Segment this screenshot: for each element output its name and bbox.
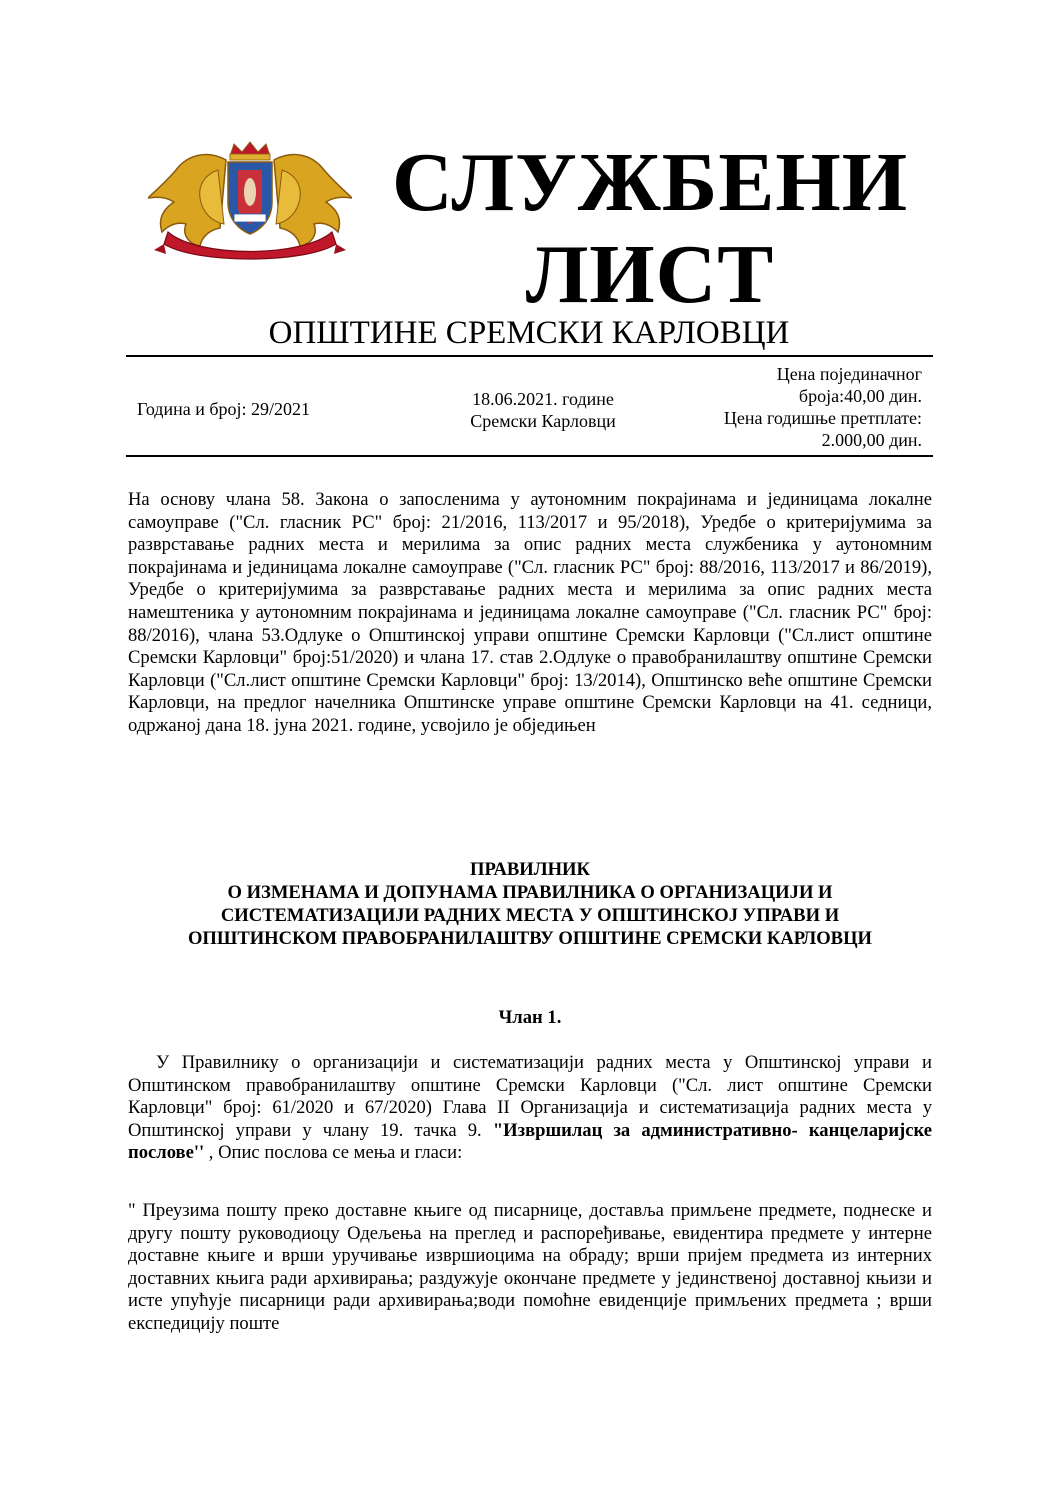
price-single-line2: броја:40,00 дин. [798, 386, 922, 406]
article-1-quote: " Преузима пошту преко доставне књиге од писарнице, доставља примљене предмете, поднеске и другу пошту руководиоцу Одељења на преглед и распоређивање, евидентира предмете у интерне доставне књиге и врши уручивање извршиоцима на обраду; врши пријем предмета из интерних доставних књига ради архивирања; раздужује окончане предмете у јединственој доставној књизи и исте упућује писарници ради архивирања;води помоћне евиденције примљених предмета ; врши експедицију поште [128, 1200, 932, 1334]
intro-paragraph: На основу члана 58. Закона о запосленима у аутономним покрајинама и јединицама локалне самоуправе ("Сл. гласник РС" број: 21/2016, 113/2017 и 95/2018), Уредбе о критеријумима за разврставање радних места и мерилима за опис радних места службеника у аутономним покрајинама и јединицама локалне самоуправе ("Сл. гласник РС" број: 88/2016, 113/2017 и 86/2019), Уредбе о критеријумима за разврставање радних места и мерилима за опис радних места намештеника у аутономним покрајинама и јединицама локалне самоуправе ("Сл. гласник РС" број: 88/2016), члана 53.Одлуке о Општинској управи општине Сремски Карловци ("Сл.лист општине Сремски Карловци" број:51/2020) и члана 17. став 2.Одлуке о правобранилаштву општине Сремски Карловци ("Сл.лист општине Сремски Карловци" број: 13/2014), Општинско веће општине Сремски Карловци, на предлог начелника Општинске управе општине Сремски Карловци на 41. седници, одржаној дана 18. јуна 2021. године, усвојило је обједињен [128, 489, 932, 736]
issue-prices [676, 363, 922, 451]
masthead-title-line2: ЛИСТ [525, 228, 775, 321]
article-1-body-bold: "Извршилац за административно- канцеларијске послове'' [128, 1119, 932, 1164]
rulebook-title-line4: ОПШТИНСКОМ ПРАВОБРАНИЛАШТВУ ОПШТИНЕ СРЕМСКИ КАРЛОВЦИ [187, 928, 873, 949]
rulebook-title [128, 858, 932, 950]
masthead-title-line1: СЛУЖБЕНИ [391, 136, 909, 229]
issue-date-place [440, 388, 646, 432]
header-rule-bottom [126, 455, 933, 457]
rulebook-title-line3: СИСТЕМАТИЗАЦИЈИ РАДНИХ МЕСТА У ОПШТИНСКОЈ УПРАВИ И [220, 905, 840, 926]
price-single-line1: Цена појединачног [776, 364, 922, 384]
issue-place: Сремски Карловци [470, 411, 616, 431]
masthead-subtitle: ОПШТИНЕ СРЕМСКИ КАРЛОВЦИ [268, 315, 790, 351]
article-1-body [128, 1052, 932, 1165]
header-rule-top [126, 355, 933, 357]
issue-date: 18.06.2021. године [472, 389, 614, 409]
price-annual-line2: 2.000,00 дин. [821, 430, 922, 450]
article-1-title: Члан 1. [498, 1007, 562, 1028]
rulebook-title-line1: ПРАВИЛНИК [470, 859, 590, 880]
rulebook-title-line2: О ИЗМЕНАМА И ДОПУНАМА ПРАВИЛНИКА О ОРГАНИЗАЦИЈИ И [227, 882, 833, 903]
article-1-body-end: , Опис послова се мења и гласи: [204, 1142, 463, 1164]
coat-of-arms-emblem [148, 140, 352, 262]
price-annual-line1: Цена годишње претплате: [723, 408, 922, 428]
article-1-body-start: У Правилнику о организацији и систематизацији радних места у Општинској управи и Општинском правобранилаштву општине Сремски Карловци ("Сл. лист општине Сремски Карловци" број: 61/2020 и 67/2020) Глава II Организација и систематизација радних места у Општинској управи у члану 19. тачка 9. [128, 1052, 932, 1141]
issue-year-number: Година и број: 29/2021 [137, 399, 311, 419]
